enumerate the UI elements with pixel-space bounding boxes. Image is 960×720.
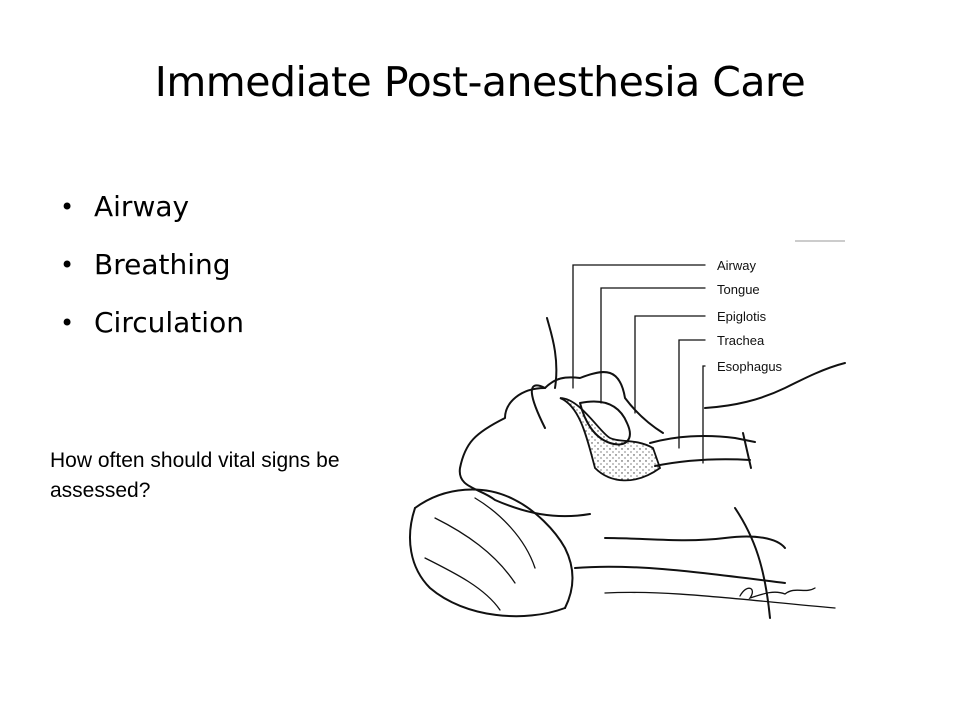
bullet-item <box>60 178 244 236</box>
leader-line-trachea <box>679 340 705 448</box>
sheet-line <box>575 567 785 583</box>
leader-line-airway <box>573 265 705 388</box>
label-tongue: Tongue <box>717 282 760 297</box>
leader-line-tongue <box>601 288 705 403</box>
bed-line <box>605 592 835 608</box>
label-esophagus: Esophagus <box>717 359 783 374</box>
esophagus-marker <box>743 433 751 468</box>
bullet-text: Airway <box>94 190 190 223</box>
label-trachea: Trachea <box>717 333 765 348</box>
pillow-fold-3 <box>425 558 500 610</box>
bullet-icon: • <box>60 251 75 279</box>
airway-illustration <box>405 238 850 625</box>
airway-tube <box>547 318 556 388</box>
bullet-text: Breathing <box>94 248 231 281</box>
bullet-icon: • <box>60 193 75 221</box>
airway-anatomy-figure <box>405 238 850 625</box>
pillow-fold-1 <box>435 518 515 583</box>
leader-line-epiglotis <box>635 316 705 413</box>
pillow-fold-2 <box>475 498 535 568</box>
bullet-list <box>60 178 244 352</box>
leader-line-esophagus <box>703 366 705 463</box>
slide-title: Immediate Post-anesthesia Care <box>154 58 806 106</box>
artist-signature <box>740 588 815 598</box>
label-airway: Airway <box>717 258 757 273</box>
face-profile <box>460 388 590 516</box>
bullet-item <box>60 236 244 294</box>
label-epiglotis: Epiglotis <box>717 309 767 324</box>
bullet-text: Circulation <box>94 306 244 339</box>
shoulder-line <box>605 536 785 548</box>
bullet-icon: • <box>60 309 75 337</box>
bullet-item <box>60 294 244 352</box>
pillow-top <box>415 490 573 608</box>
tongue-region <box>560 398 660 480</box>
discussion-question: How often should vital signs be assessed? <box>50 449 340 502</box>
